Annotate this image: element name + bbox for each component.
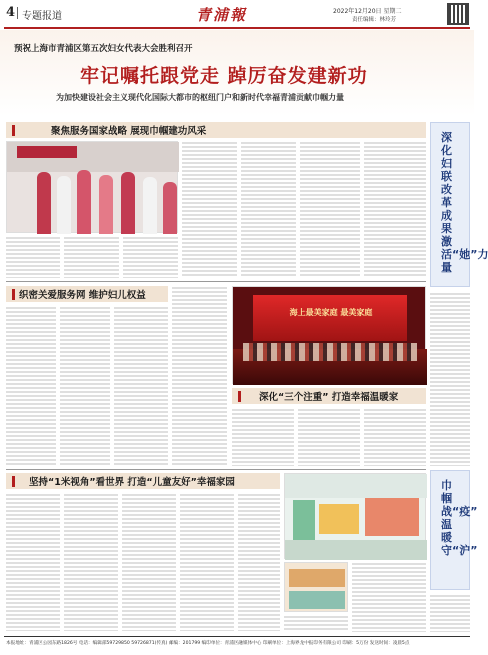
section-bar-2 <box>6 286 168 302</box>
masthead-rule <box>4 27 470 29</box>
s3-text-c <box>364 408 426 466</box>
s1-text-b <box>64 236 119 278</box>
footer-info: 本报地址：青浦区公园东路1826号 电话：编辑部59729850 59726871(传真) 邮编：201799 编印单位：青浦区融媒体中心 印刷单位：上海界龙中报印务有限公司 印刷：5万份 发送时间：凌晨5点 <box>6 641 410 646</box>
s4-text-e <box>238 493 280 631</box>
s4-text-a <box>6 493 60 631</box>
paper-logo: 青浦報 <box>196 6 248 24</box>
s4-text-g <box>284 615 348 631</box>
side-text-2 <box>430 594 470 632</box>
s1-text-g <box>364 141 426 278</box>
masthead <box>0 0 474 28</box>
section-bar-4 <box>6 473 280 489</box>
section-title: 聚焦服务国家战略 展现巾帼建功风采 <box>51 126 207 137</box>
headline-kicker: 预祝上海市青浦区第五次妇女代表大会胜利召开 <box>14 44 193 54</box>
s4-text-c <box>122 493 176 631</box>
s1-text-e <box>241 141 296 278</box>
s2-text-a <box>6 306 56 466</box>
section-bar-1 <box>6 122 426 138</box>
qr-code <box>447 3 469 25</box>
s3-text-b <box>298 408 360 466</box>
s4-text-d <box>180 493 234 631</box>
photo-award-stage <box>6 141 178 233</box>
section-bar-3 <box>232 388 426 404</box>
headline-main: 牢记嘱托跟党走 踔厉奋发建新功 <box>80 65 368 87</box>
section-title: 坚持“1米视角”看世界 打造“儿童友好”幸福家园 <box>29 477 235 488</box>
rule-s2 <box>6 469 426 470</box>
editor-credit: 责任编辑：林玲芳 <box>352 17 397 23</box>
page-number: 4 <box>6 5 16 20</box>
s3-text-a <box>232 408 294 466</box>
rule-s1 <box>6 281 426 282</box>
photo-reading-corner <box>284 562 348 612</box>
side-banner-top: 深化妇联改革成果 激活“她”力量 <box>430 122 470 287</box>
s1-text-a <box>6 236 60 278</box>
issue-date: 2022年12月20日 星期二 <box>333 8 402 15</box>
side-text-1 <box>430 292 470 466</box>
s1-text-c <box>123 236 178 278</box>
s1-text-f <box>300 141 360 278</box>
s4-text-b <box>64 493 118 631</box>
s4-text-f <box>352 562 426 632</box>
headline-sub: 为加快建设社会主义现代化国际大都市的枢纽门户和新时代幸福青浦贡献巾帼力量 <box>56 92 344 102</box>
section-title: 织密关爱服务网 维护妇儿权益 <box>19 290 146 301</box>
s2-text-c <box>114 306 168 466</box>
photo-family-stage: 海上最美家庭 最美家庭 <box>232 286 426 384</box>
section-label: 专题报道 <box>22 11 62 22</box>
photo-children-room <box>284 473 426 559</box>
s1-text-d <box>182 141 237 278</box>
headline-block <box>0 30 474 116</box>
footer-rule <box>4 636 470 637</box>
side-banner-bottom: 巾帼战“疫” 温暖守“沪” <box>430 470 470 590</box>
s2-text-b <box>60 306 110 466</box>
section-title: 深化“三个注重” 打造幸福温暖家 <box>259 392 399 403</box>
s2-text-d <box>172 286 227 466</box>
